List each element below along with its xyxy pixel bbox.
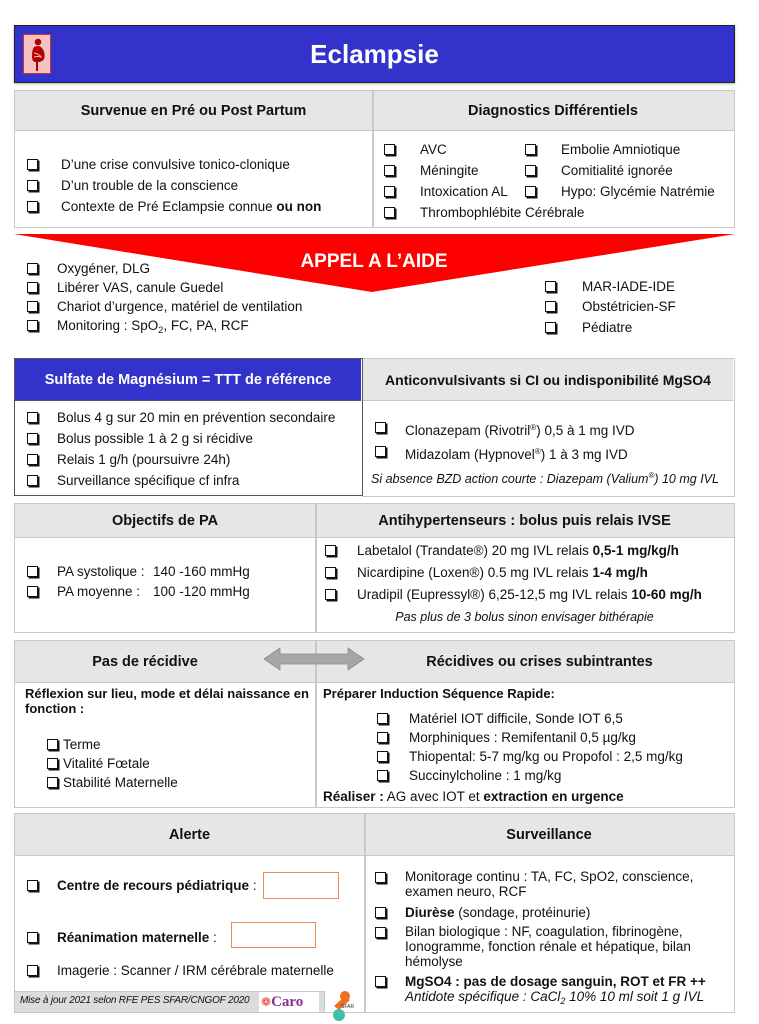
checkbox[interactable] (27, 282, 38, 293)
antihypertenseur-note: Pas plus de 3 bolus sinon envisager bithérapie (395, 610, 654, 624)
checkbox[interactable] (27, 263, 38, 274)
anticonvulsivant-note: Si absence BZD action courte : Diazepam (Valium®) 10 mg IVL (371, 471, 719, 486)
checkbox[interactable] (545, 301, 556, 312)
checkbox[interactable] (375, 872, 386, 883)
alerte-header: Alerte (15, 814, 364, 856)
checkbox[interactable] (27, 586, 38, 597)
recidives-intro: Préparer Induction Séquence Rapide: (323, 686, 555, 701)
sulfate-panel: Sulfate de Magnésium = TTT de référence Bolus 4 g sur 20 min en prévention secondaire Bolus possible 1 à 2 g si récidive Relais 1 g/h (poursuivre 24h) Surveillance spécifique cf infra (14, 358, 363, 496)
sulfate-header: Sulfate de Magnésium = TTT de référence (15, 359, 361, 401)
checkbox[interactable] (375, 422, 386, 433)
reanimation-input[interactable] (231, 922, 316, 948)
pas-recidive-intro: Réflexion sur lieu, mode et délai naissance en fonction : (25, 686, 309, 716)
realiser-line: Réaliser : AG avec IOT et extraction en urgence (323, 789, 624, 804)
checkbox[interactable] (384, 207, 395, 218)
diagnostics-header: Diagnostics Différentiels (372, 91, 734, 131)
checkbox[interactable] (525, 186, 536, 197)
checkbox[interactable] (47, 777, 58, 788)
anticonvulsivants-panel: Anticonvulsivants si CI ou indisponibilité MgSO4 Clonazepam (Rivotril®) 0,5 à 1 mg IVD Midazolam (Hypnovel®) 1 à 3 mg IVD Si absence BZD action courte : Diazepam (Valium®) 10 mg IVL (362, 358, 735, 497)
checkbox[interactable] (47, 758, 58, 769)
caro-logo: ❁ Caro (259, 992, 319, 1012)
checkbox[interactable] (375, 907, 386, 918)
checkbox[interactable] (384, 165, 395, 176)
checkbox[interactable] (27, 454, 38, 465)
checkbox[interactable] (27, 880, 38, 891)
checkbox[interactable] (27, 566, 38, 577)
checkbox[interactable] (375, 976, 386, 987)
footer-text: Mise à jour 2021 selon RFE PES SFAR/CNGOF 2020 (20, 995, 250, 1006)
checkbox[interactable] (384, 144, 395, 155)
antidote-note: Antidote spécifique : CaCl$_2$ 10% 10 ml soit 1 g IVL (405, 989, 705, 1006)
survenue-header: Survenue en Pré ou Post Partum (15, 91, 372, 131)
checkbox[interactable] (375, 446, 386, 457)
antihypertenseurs-header: Antihypertenseurs : bolus puis relais IVSE (315, 504, 734, 538)
pa-panel: Objectifs de PA Antihypertenseurs : bolus puis relais IVSE PA systolique : 140 -160 mmHg PA moyenne : 100 -120 mmHg Labetalol (Trandate®) 20 mg IVL relais 0,5-1 mg/kg/h Nicardipine (Loxen®) 0.5 mg IVL relais 1-4 mg/h Uradipil (Eupressyl®) 6,25-12,5 mg IVL relais 10-60 mg/h Pas plus de 3 bolus sinon envisager bithérapie (14, 503, 735, 633)
checkbox[interactable] (47, 739, 58, 750)
checkbox[interactable] (545, 281, 556, 292)
surveillance-header: Surveillance (364, 814, 734, 856)
appel-title: APPEL A L’AIDE (300, 251, 448, 272)
title-bar (14, 25, 735, 83)
checkbox[interactable] (375, 927, 386, 938)
checkbox[interactable] (27, 412, 38, 423)
checkbox[interactable] (325, 567, 336, 578)
sfar-logo (330, 990, 354, 1022)
anticonvulsivants-header: Anticonvulsivants si CI ou indisponibilité MgSO4 (363, 359, 733, 401)
checkbox[interactable] (377, 770, 388, 781)
centre-recours-input[interactable] (263, 872, 339, 899)
checkbox[interactable] (325, 589, 336, 600)
recidive-panel: Pas de récidive Récidives ou crises subintrantes Réflexion sur lieu, mode et délai naissance en fonction : Terme Vitalité Fœtale Stabilité Maternelle Préparer Induction Séquence Rapide: Matériel IOT difficile, Sonde IOT 6,5 Morphiniques : Remifentanil 0,5 µg/kg Thiopental: 5-7 mg/kg ou Propofol : 2,5 mg/kg Succinylcholine : 1 mg/kg Réaliser : AG avec IOT et extraction en urgence (14, 640, 735, 808)
checkbox[interactable] (545, 322, 556, 333)
checkbox[interactable] (27, 320, 38, 331)
svg-text:SFAR: SFAR (341, 1004, 354, 1010)
checkbox[interactable] (27, 159, 38, 170)
checkbox[interactable] (525, 144, 536, 155)
checkbox[interactable] (525, 165, 536, 176)
checkbox[interactable] (27, 932, 38, 943)
checkbox[interactable] (377, 713, 388, 724)
checkbox[interactable] (377, 751, 388, 762)
divider (364, 814, 366, 1012)
alerte-surveillance-panel: Alerte Surveillance Centre de recours pédiatrique : Réanimation maternelle : Imagerie : Scanner / IRM cérébrale maternelle Monitorage continu : TA, FC, SpO2, conscience, examen neuro, RCF Diurèse (sondage, protéinurie) Bilan biologique : NF, coagulation, fibrinogène, Ionogramme, fonction rénale et hépatique, bilan hémolyse MgSO4 : pas de dosage sanguin, ROT et FR ++ Antidote spécifique : CaCl$_2$ 10% 10 ml soit 1 g IVL (14, 813, 735, 1013)
checkbox[interactable] (377, 732, 388, 743)
survenue-diagnostics-panel: Survenue en Pré ou Post Partum Diagnostics Différentiels D’une crise convulsive tonico-clonique D’un trouble de la conscience Contexte de Pré Eclampsie connue ou non AVC Méningite Intoxication AL Thrombophlébite Cérébrale Embolie Amniotique Comitialité ignorée Hypo: Glycémie Natrémie (14, 90, 735, 228)
checkbox[interactable] (27, 965, 38, 976)
double-arrow-icon (262, 645, 366, 673)
checkbox[interactable] (27, 433, 38, 444)
checkbox[interactable] (27, 180, 38, 191)
checkbox[interactable] (27, 301, 38, 312)
checkbox[interactable] (384, 186, 395, 197)
checkbox[interactable] (27, 475, 38, 486)
checkbox[interactable] (27, 201, 38, 212)
objectifs-header: Objectifs de PA (15, 504, 315, 538)
caro-logo-icon: ❁ (261, 995, 272, 1009)
pas-recidive-header: Pas de récidive (15, 641, 315, 683)
checkbox[interactable] (325, 545, 336, 556)
divider (372, 91, 374, 227)
recidives-header: Récidives ou crises subintrantes (315, 641, 734, 683)
page-title: Eclampsie (310, 38, 439, 69)
